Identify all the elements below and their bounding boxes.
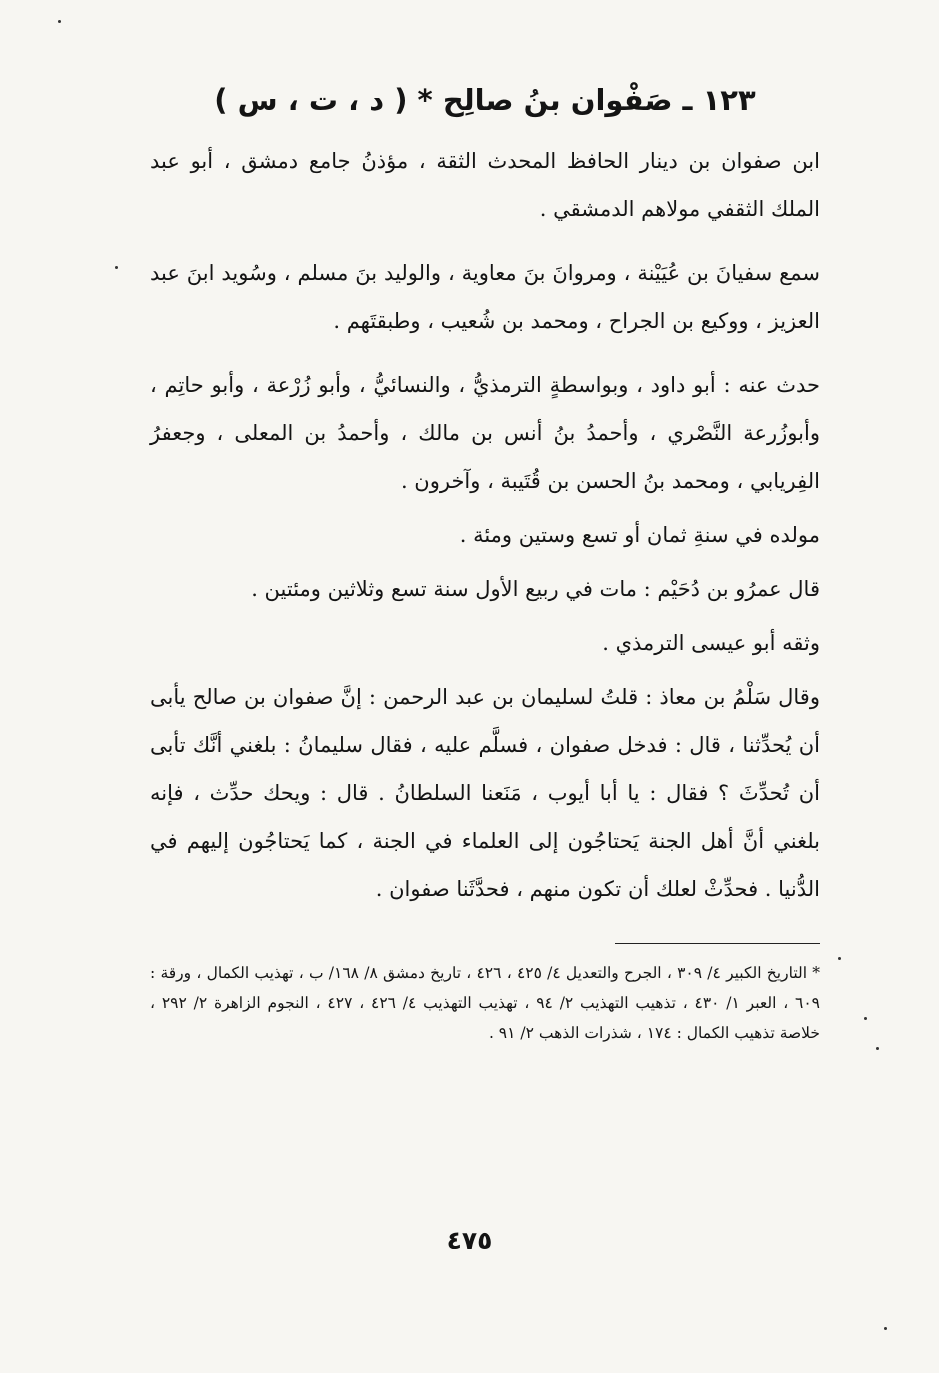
page-number: ٤٧٥	[446, 1226, 493, 1255]
page-body	[150, 80, 820, 1048]
entry-title: ١٢٣ ـ صَفْوان بنُ صالِح * ( د ، ت ، س )	[214, 83, 756, 117]
paragraph-death: قال عمرُو بن دُحَيْم : مات في ربيع الأول سنة تسع وثلاثين ومئتين .	[251, 576, 820, 601]
scan-speck	[864, 1017, 867, 1020]
paragraph-birth: مولده في سنةِ ثمان أو تسع وستين ومئة .	[459, 522, 820, 547]
scan-speck	[115, 266, 118, 269]
footnote-divider	[615, 943, 820, 944]
footnote-sources: * التاريخ الكبير ٤/ ٣٠٩ ، الجرح والتعديل ٤/ ٤٢٥ ، ٤٢٦ ، تاريخ دمشق ٨/ ١٦٨/ ب ، تهذيب الكمال ، ورقة : ٦٠٩ ، العبر ١/ ٤٣٠ ، تذهيب التهذيب ٢/ ٩٤ ، تهذيب التهذيب ٤/ ٤٢٦ ، ٤٢٧ ، النجوم الزاهرة ٢/ ٢٩٢ ، خلاصة تذهيب الكمال : ١٧٤ ، شذرات الذهب ٢/ ٩١ .	[150, 963, 821, 1042]
paragraph-students: حدث عنه : أبو داود ، وبواسطةٍ الترمذيُّ ، والنسائيُّ ، وأبو زُرْعة ، وأبو حاتِم ، وأبوزُرعة النَّصْري ، وأحمدُ بنُ أنس بن مالك ، وأحمدُ بن المعلى ، وجعفرُ الفِريابي ، ومحمد بنُ الحسن بن قُتَيبة ، وآخرون .	[150, 372, 820, 493]
scan-speck	[838, 957, 841, 960]
paragraph-teachers: سمع سفيانَ بن عُيَيْنة ، ومروانَ بنَ معاوية ، والوليد بنَ مسلم ، وسُويد ابنَ عبد العزيز ، ووكيع بن الجراح ، ومحمد بن شُعيب ، وطبقتَهم .	[150, 260, 820, 333]
paragraph-anecdote: وقال سَلْمُ بن معاذ : قلتُ لسليمان بن عبد الرحمن : إنَّ صفوان بن صالح يأبى أن يُحدِّثنا ، قال : فدخل صفوان ، فسلَّم عليه ، فقال سليمانُ : بلغني أنَّك تأبى أن تُحدِّثَ ؟ فقال : يا أبا أيوب ، مَنَعنا السلطانُ . قال : ويحك حدِّث ، فإنه بلغني أنَّ أهل الجنة يَحتاجُون إلى العلماء في الجنة ، كما يَحتاجُون إليهم في الدُّنيا . فحدِّثْ لعلك أن تكون منهم ، فحدَّثَنا صفوان .	[150, 684, 820, 901]
scan-speck	[884, 1327, 887, 1330]
scan-speck	[876, 1047, 879, 1050]
scan-speck	[58, 20, 61, 23]
paragraph-authentication: وثقه أبو عيسى الترمذي .	[602, 630, 820, 655]
paragraph-lineage: ابن صفوان بن دينار الحافظ المحدث الثقة ، مؤذنُ جامع دمشق ، أبو عبد الملك الثقفي مولاهم الدمشقي .	[150, 148, 820, 221]
